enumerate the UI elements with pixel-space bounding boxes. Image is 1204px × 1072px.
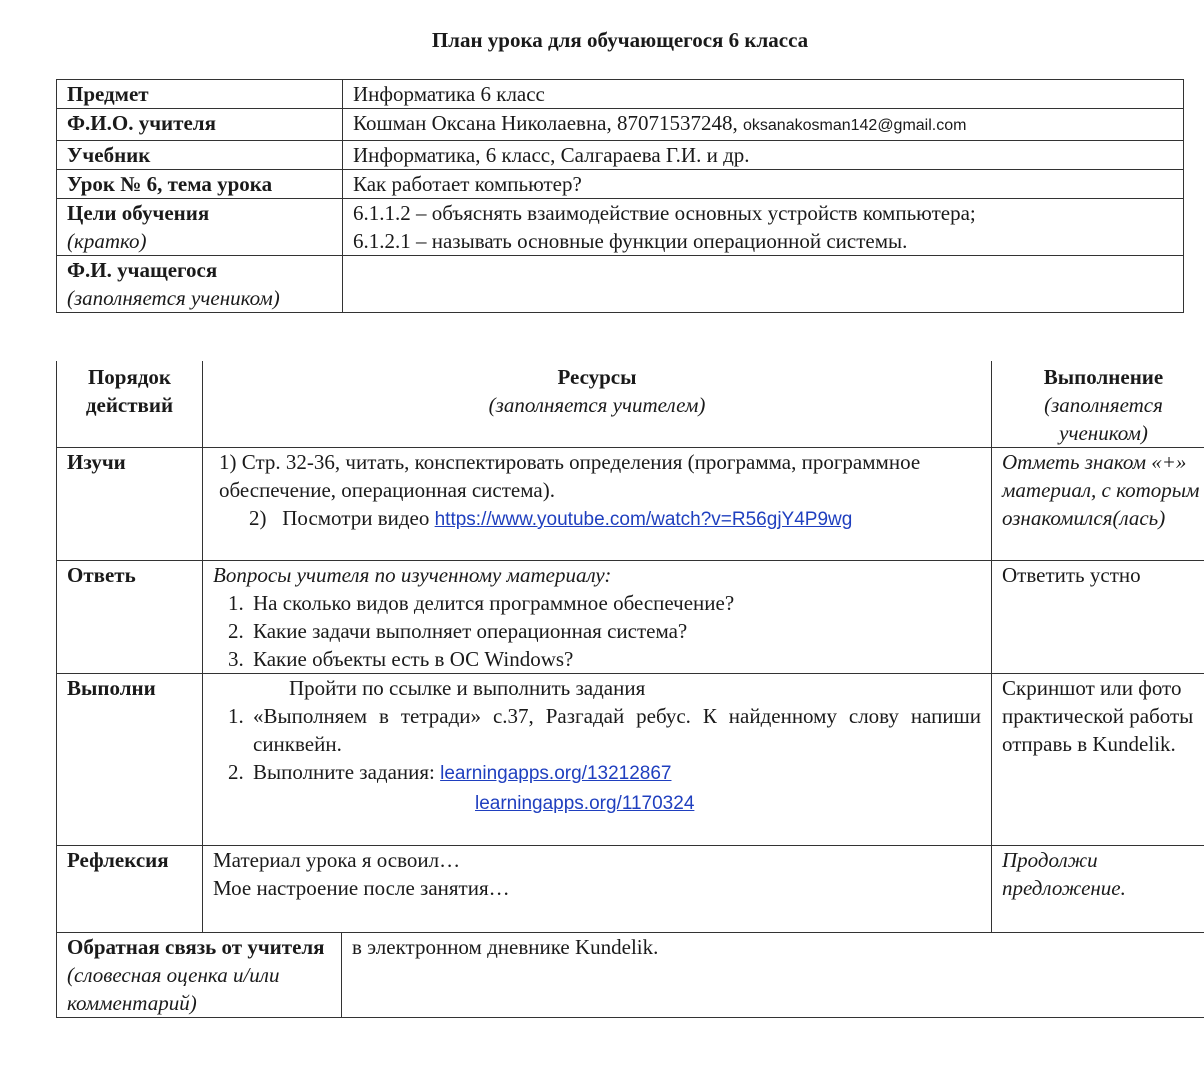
lesson-plan-table (56, 361, 1204, 1018)
goal-2: 6.1.2.1 – называть основные функции операционной системы. (353, 229, 908, 253)
resources-header: Ресурсы (557, 365, 637, 389)
learningapps-link-2[interactable]: learningapps.org/1170324 (475, 793, 695, 814)
question-2: 2. Какие задачи выполняет операционная система? (249, 617, 981, 645)
study-label: Изучи (57, 448, 203, 561)
reflection-row (57, 846, 1204, 933)
resources-note: (заполняется учителем) (488, 393, 706, 417)
execution-header-cell (992, 361, 1204, 448)
study-row (57, 448, 1204, 561)
do-resources (203, 674, 992, 846)
do-execution: Скриншот или фото практической работы отправь в Kundelik. (992, 674, 1204, 846)
do-label: Выполни (57, 674, 203, 846)
youtube-video-link[interactable]: https://www.youtube.com/watch?v=R56gjY4P9wg (434, 509, 853, 530)
do-task-2-text: Выполните задания: (253, 760, 435, 784)
page-title: План урока для обучающегося 6 класса (431, 28, 809, 52)
resources-header-cell (203, 361, 992, 448)
reflection-label: Рефлексия (57, 846, 203, 933)
plan-header-row (57, 361, 1204, 448)
student-row (57, 256, 1184, 313)
subject-row (57, 80, 1184, 109)
teacher-email: oksanakosman142@gmail.com (743, 117, 967, 134)
textbook-label: Учебник (57, 141, 343, 170)
goals-label: Цели обучения (67, 201, 210, 225)
lesson-label: Урок № 6, тема урока (57, 170, 343, 199)
answer-row (57, 561, 1204, 674)
reflection-execution: Продолжи предложение. (992, 846, 1204, 933)
do-task-2 (249, 758, 981, 818)
feedback-label-cell (57, 933, 342, 1018)
do-row (57, 674, 1204, 846)
feedback-value: в электронном дневнике Kundelik. (342, 933, 1204, 1018)
reflection-resources (203, 846, 992, 933)
study-item-2 (219, 504, 981, 534)
teacher-label: Ф.И.О. учителя (57, 109, 343, 141)
study-execution: Отметь знаком «+» материал, с которым ознакомился(лась) (992, 448, 1204, 561)
do-tasks (213, 702, 981, 818)
study-resources (203, 448, 992, 561)
student-label-cell (57, 256, 343, 313)
reflection-line-1: Материал урока я освоил… (213, 848, 461, 872)
teacher-cell (343, 109, 1184, 141)
student-label: Ф.И. учащегося (67, 258, 218, 282)
answer-questions (213, 589, 981, 673)
textbook-value: Информатика, 6 класс, Салгараева Г.И. и др. (343, 141, 1184, 170)
study-item-2-text: Посмотри видео (282, 506, 430, 530)
question-3: 3. Какие объекты есть в ОС Windows? (249, 645, 981, 673)
lesson-row (57, 170, 1184, 199)
study-item-2-num: 2) (249, 506, 267, 530)
execution-header: Выполнение (1043, 365, 1164, 389)
feedback-label: Обратная связь от учителя (67, 935, 325, 959)
learningapps-link-1[interactable]: learningapps.org/13212867 (440, 763, 672, 784)
do-task-1: 1. «Выполняем в тетради» с.37, Разгадай ребус. К найденному слову напиши синквейн. (249, 702, 981, 758)
order-header: Порядок действий (57, 361, 203, 448)
feedback-row (57, 933, 1204, 1018)
goal-1: 6.1.1.2 – объяснять взаимодействие основных устройств компьютера; (353, 201, 976, 225)
answer-resources (203, 561, 992, 674)
subject-label: Предмет (57, 80, 343, 109)
student-note: (заполняется учеником) (67, 286, 280, 310)
do-intro: Пройти по ссылке и выполнить задания (289, 676, 646, 700)
lesson-value: Как работает компьютер? (343, 170, 1184, 199)
subject-value: Информатика 6 класс (343, 80, 1184, 109)
goals-label-cell (57, 199, 343, 256)
textbook-row (57, 141, 1184, 170)
study-item-1: 1) Стр. 32-36, читать, конспектировать определения (программа, программное обеспечение, операционная система). (219, 450, 921, 502)
question-1: 1. На сколько видов делится программное обеспечение? (249, 589, 981, 617)
answer-label: Ответь (57, 561, 203, 674)
lesson-info-table (56, 79, 1184, 313)
goals-note: (кратко) (67, 229, 147, 253)
feedback-note: (словесная оценка и/или комментарий) (67, 963, 280, 1015)
answer-intro: Вопросы учителя по изученному материалу: (213, 563, 612, 587)
student-value (343, 256, 1184, 313)
teacher-value: Кошман Оксана Николаевна, 87071537248, (353, 111, 738, 135)
teacher-row (57, 109, 1184, 141)
execution-note: (заполняется учеником) (1044, 393, 1163, 445)
goals-cell (343, 199, 1184, 256)
answer-execution: Ответить устно (992, 561, 1204, 674)
goals-row (57, 199, 1184, 256)
reflection-line-2: Мое настроение после занятия… (213, 876, 510, 900)
